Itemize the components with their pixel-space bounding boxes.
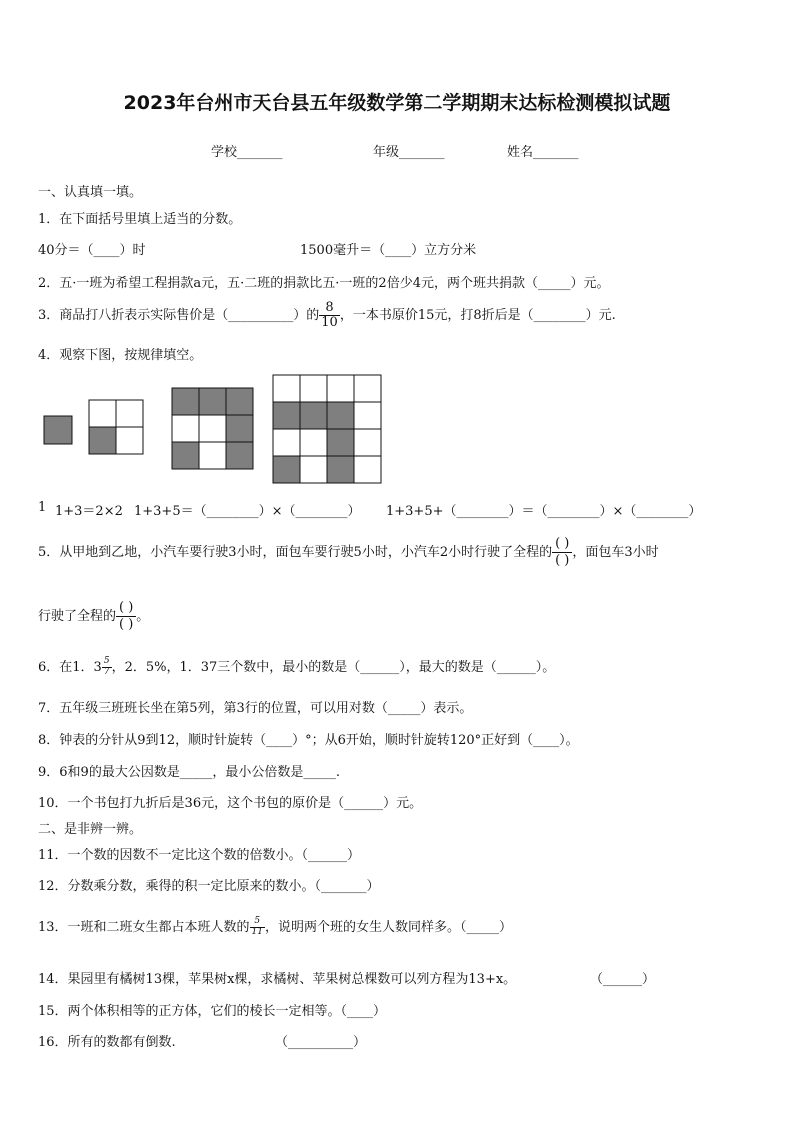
- grid-cell: [273, 375, 300, 402]
- blank-fraction[interactable]: $\frac{( )}{( )}$: [116, 600, 136, 634]
- grid-cell: [172, 415, 199, 442]
- question-13-post: ，说明两个班的女生人数同样多。（_____）: [265, 920, 513, 935]
- grid-cell: [116, 427, 143, 454]
- fraction-5-7: $\frac{5}{7}$: [103, 656, 110, 677]
- grid-figure-4: [273, 375, 381, 483]
- section-2-heading: 二、是非辨一辨。: [38, 822, 143, 837]
- shaded-cell: [327, 429, 354, 456]
- shaded-cell: [327, 456, 354, 483]
- question-1: 1．在下面括号里填上适当的分数。: [38, 212, 242, 227]
- grid-cell: [354, 375, 381, 402]
- question-5-line2-text: 行驶了全程的: [38, 609, 117, 624]
- question-2: 2．五·一班为希望工程捐款a元，五·二班的捐款比五·一班的2倍少4元，两个班共捐款（_____）元。: [38, 276, 610, 291]
- fraction-8-10: $\frac{8}{10}$: [321, 299, 338, 330]
- question-4-eq2: 1+3+5＝（________）×（________）: [134, 504, 361, 519]
- grid-cell: [273, 429, 300, 456]
- grid-cell: [354, 429, 381, 456]
- question-12: 12．分数乘分数，乘得的积一定比原来的数小。（_______）: [38, 879, 380, 894]
- shaded-cell: [172, 388, 199, 415]
- grid-cell: [300, 456, 327, 483]
- shaded-cell: [273, 456, 300, 483]
- question-5-line2: [38, 594, 149, 640]
- grid-cell: [354, 402, 381, 429]
- question-1b: 1500毫升＝（____）立方分米: [300, 243, 477, 258]
- grid-cell: [199, 415, 226, 442]
- grid-figure-1: [44, 416, 72, 444]
- grid-figure-2: [89, 400, 143, 454]
- question-6-pre: 6．在1．3: [38, 660, 102, 675]
- question-5-post: ，面包车3小时: [572, 545, 659, 560]
- question-13: [38, 914, 512, 942]
- question-1a: 40分＝（____）时: [38, 243, 146, 258]
- question-5: [38, 530, 659, 576]
- grid-cell: [199, 442, 226, 469]
- shaded-cell: [226, 415, 253, 442]
- question-3-pre: 3．商品打八折表示实际售价是（__________）的: [38, 308, 320, 323]
- shaded-cell: [172, 442, 199, 469]
- question-4-eq1: 1+3＝2×2: [55, 504, 123, 519]
- shaded-cell: [226, 442, 253, 469]
- question-9: 9．6和9的最大公因数是_____，最小公倍数是_____.: [38, 765, 340, 780]
- blank-fraction[interactable]: $\frac{( )}{( )}$: [552, 536, 572, 570]
- shaded-cell: [44, 416, 72, 444]
- question-8: 8．钟表的分针从9到12，顺时针旋转（____）°；从6开始，顺时针旋转120°正好到（____）。: [38, 733, 579, 748]
- grade-field[interactable]: 年级_______: [373, 145, 445, 160]
- question-16-blank[interactable]: （__________）: [275, 1035, 367, 1050]
- question-4: 4．观察下图，按规律填空。: [38, 348, 203, 363]
- grid-cell: [116, 400, 143, 427]
- question-15: 15．两个体积相等的正方体，它们的棱长一定相等。（____）: [38, 1004, 387, 1019]
- question-11: 11．一个数的因数不一定比这个数的倍数小。（______）: [38, 848, 361, 863]
- question-6: [38, 655, 555, 681]
- shaded-cell: [226, 388, 253, 415]
- shaded-cell: [300, 402, 327, 429]
- name-field[interactable]: 姓名_______: [507, 145, 579, 160]
- question-7: 7．五年级三班班长坐在第5列，第3行的位置，可以用对数（_____）表示。: [38, 701, 473, 716]
- question-4-row-label: 1: [38, 500, 47, 515]
- grid-cell: [327, 375, 354, 402]
- question-4-eq3: 1+3+5+（________）＝（________）×（________）: [386, 504, 702, 519]
- fraction-5-11: $\frac{5}{11}$: [251, 916, 263, 937]
- grid-cell: [89, 400, 116, 427]
- shaded-cell: [327, 402, 354, 429]
- question-6-post: ，2．5%，1．37三个数中，最小的数是（______），最大的数是（______）。: [111, 660, 556, 675]
- question-14-blank[interactable]: （______）: [590, 972, 656, 987]
- question-10: 10．一个书包打九折后是36元，这个书包的原价是（______）元。: [38, 796, 423, 811]
- section-1-heading: 一、认真填一填。: [38, 185, 143, 200]
- shaded-cell: [199, 388, 226, 415]
- grid-cell: [354, 456, 381, 483]
- question-3-post: ，一本书原价15元，打8折后是（________）元.: [339, 308, 616, 323]
- grid-cell: [300, 429, 327, 456]
- shaded-cell: [273, 402, 300, 429]
- school-field[interactable]: 学校_______: [211, 145, 283, 160]
- grid-figure-3: [172, 388, 253, 469]
- question-13-pre: 13．一班和二班女生都占本班人数的: [38, 920, 250, 935]
- question-5-end: 。: [136, 609, 150, 624]
- shaded-cell: [89, 427, 116, 454]
- grid-cell: [300, 375, 327, 402]
- page-title: 2023年台州市天台县五年级数学第二学期期末达标检测模拟试题: [123, 92, 671, 114]
- question-16: 16．所有的数都有倒数.: [38, 1035, 176, 1050]
- question-14: 14．果园里有橘树13棵，苹果树x棵，求橘树、苹果树总棵数可以列方程为13+x。: [38, 972, 517, 987]
- question-5-pre: 5．从甲地到乙地，小汽车要行驶3小时，面包车要行驶5小时，小汽车2小时行驶了全程的: [38, 545, 553, 560]
